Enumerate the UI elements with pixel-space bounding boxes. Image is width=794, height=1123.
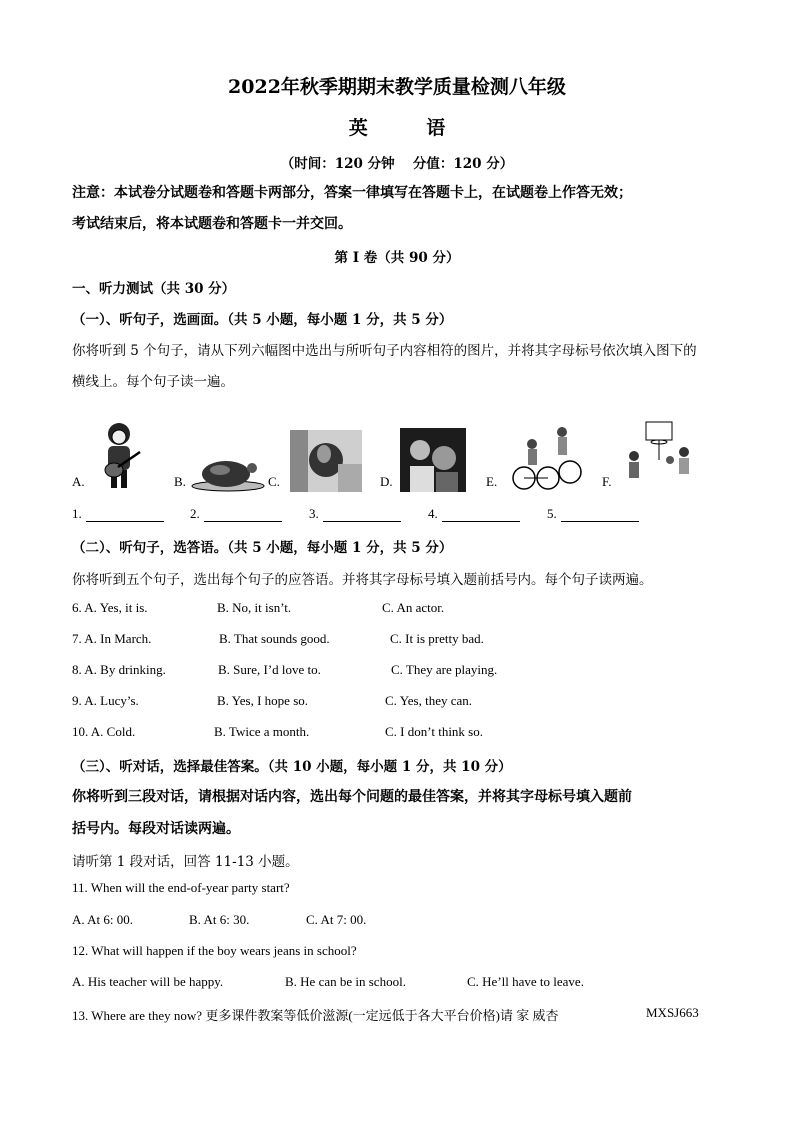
q10-option-a: 10. A. Cold. — [72, 724, 136, 739]
picture-row — [72, 412, 712, 492]
sub3-instruction-2: 括号内。每段对话读两遍。 — [72, 821, 240, 837]
q9-option-a: 9. A. Lucy’s. — [72, 693, 139, 708]
q10-option-b: B. Twice a month. — [214, 724, 310, 739]
sub2-instruction: 你将听到五个句子，选出每个句子的应答语。并将其字母标号填入题前括号内。每个句子读两遍。 — [72, 572, 653, 588]
notice-line-1: 注意：本试卷分试题卷和答题卡两部分，答案一律填写在答题卡上，在试题卷上作答无效； — [72, 185, 632, 201]
exam-meta: （时间：120 分钟 分值：120 分） — [280, 156, 514, 172]
q8-option-c: C. They are playing. — [391, 662, 498, 677]
blank-5[interactable]: 5. — [547, 506, 639, 522]
q7-option-c: C. It is pretty bad. — [390, 631, 484, 646]
notice-line-2: 考试结束后，将本试题卷和答题卡一并交回。 — [72, 216, 352, 232]
eating-photo-picture — [290, 430, 362, 492]
dialog-intro: 请听第 1 段对话，回答 11-13 小题。 — [72, 854, 299, 870]
blank-1[interactable]: 1. — [72, 506, 164, 522]
q11-text: 11. When will the end-of-year party start? — [72, 880, 290, 895]
q12-text: 12. What will happen if the boy wears jeans in school? — [72, 943, 357, 958]
q11-option-b: B. At 6: 30. — [189, 912, 250, 927]
crowd-photo-picture — [400, 428, 466, 492]
q8-option-b: B. Sure, I’d love to. — [218, 662, 321, 677]
q12-option-b: B. He can be in school. — [285, 974, 406, 989]
sub1-instruction-1: 你将听到 5 个句子，请从下列六幅图中选出与所听句子内容相符的图片，并将其字母标号依次填入图下的 — [72, 343, 697, 359]
blank-2[interactable]: 2. — [190, 506, 282, 522]
roast-turkey-picture — [190, 454, 266, 492]
pic-label-d: D. — [380, 474, 393, 489]
q6-option-c: C. An actor. — [382, 600, 445, 615]
q9-option-b: B. Yes, I hope so. — [217, 693, 309, 708]
sub1-instruction-2: 横线上。每个句子读一遍。 — [72, 374, 234, 390]
guitar-boy-picture — [94, 420, 144, 492]
blank-3[interactable]: 3. — [309, 506, 401, 522]
pic-label-a: A. — [72, 474, 85, 489]
q12-option-c: C. He’ll have to leave. — [467, 974, 584, 989]
sub3-title: （三）、听对话，选择最佳答案。（共 10 小题，每小题 1 分，共 10 分） — [72, 759, 512, 775]
cycling-picture — [508, 420, 584, 492]
sub1-title: （一）、听句子，选画面。（共 5 小题，每小题 1 分，共 5 分） — [72, 312, 453, 328]
q7-option-b: B. That sounds good. — [219, 631, 330, 646]
q9-option-c: C. Yes, they can. — [385, 693, 473, 708]
part-title: 第 I 卷（共 90 分） — [334, 250, 460, 266]
q6-option-b: B. No, it isn’t. — [217, 600, 292, 615]
q8-option-a: 8. A. By drinking. — [72, 662, 166, 677]
pic-label-b: B. — [174, 474, 186, 489]
pic-label-c: C. — [268, 474, 280, 489]
exam-title: 2022年秋季期期末教学质量检测八年级 — [228, 76, 566, 98]
basketball-picture — [622, 420, 700, 492]
blank-4[interactable]: 4. — [428, 506, 520, 522]
pic-label-e: E. — [486, 474, 498, 489]
sub2-title: （二）、听句子，选答语。（共 5 小题，每小题 1 分，共 5 分） — [72, 540, 453, 556]
subject-title: 英 语 — [348, 117, 472, 139]
q12-option-a: A. His teacher will be happy. — [72, 974, 224, 989]
q11-option-c: C. At 7: 00. — [306, 912, 367, 927]
sub3-instruction-1: 你将听到三段对话，请根据对话内容，选出每个问题的最佳答案，并将其字母标号填入题前 — [72, 789, 632, 805]
section-title: 一、听力测试（共 30 分） — [72, 281, 236, 297]
q10-option-c: C. I don’t think so. — [385, 724, 483, 739]
q6-option-a: 6. A. Yes, it is. — [72, 600, 148, 615]
q13-code: MXSJ663 — [646, 1005, 699, 1020]
q13-text: 13. Where are they now? 更多课件教案等低价滋源(一定远低于各大平台价格)请 家 威杏 — [72, 1008, 559, 1023]
pic-label-f: F. — [602, 474, 612, 489]
q11-option-a: A. At 6: 00. — [72, 912, 134, 927]
q7-option-a: 7. A. In March. — [72, 631, 152, 646]
